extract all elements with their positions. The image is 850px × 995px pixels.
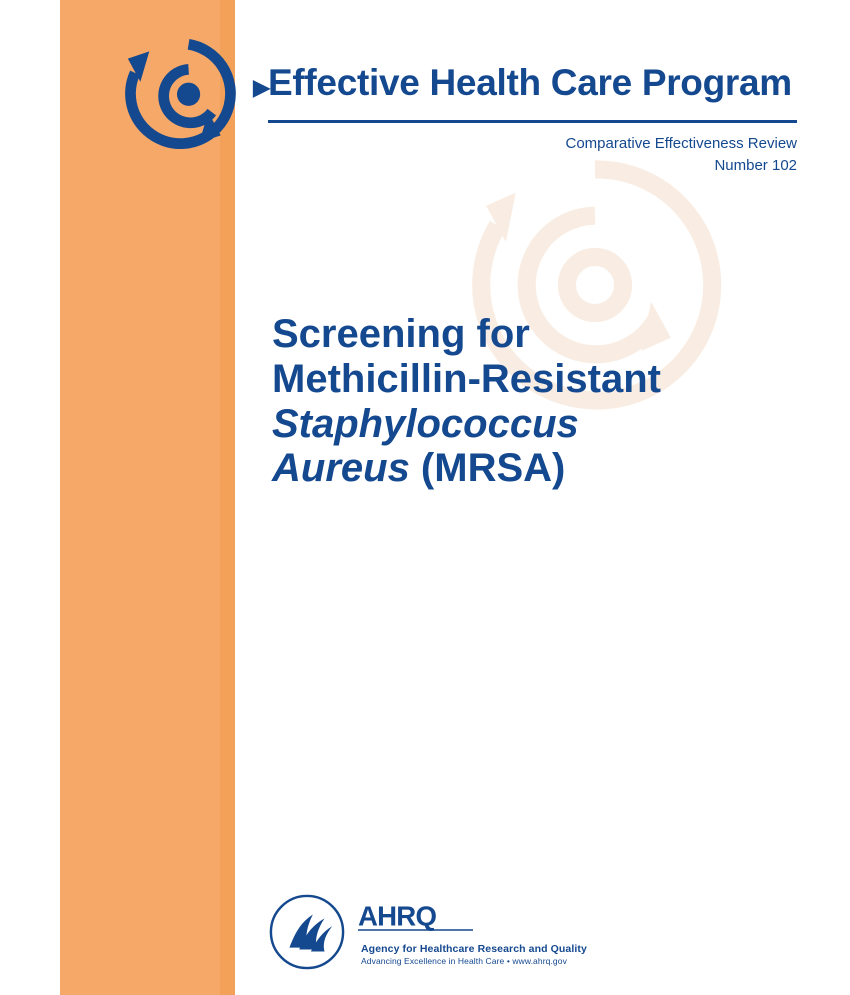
report-title — [272, 312, 792, 491]
program-title: Effective Health Care Program — [268, 62, 792, 103]
swirl-arrows-logo — [95, 30, 275, 155]
title-divider — [268, 120, 797, 123]
series-line-1: Comparative Effectiveness Review — [565, 135, 797, 152]
agency-logo-block — [268, 893, 688, 973]
report-title-line-4-italic: Aureus — [272, 446, 410, 491]
series-line-2: Number 102 — [714, 156, 797, 174]
series-info — [297, 133, 797, 177]
report-title-line-2: Methicillin-Resistant — [272, 356, 661, 401]
agency-tagline-1: Agency for Healthcare Research and Quality — [361, 943, 587, 955]
report-title-line-3: Staphylococcus — [272, 401, 579, 446]
agency-tagline-2: Advancing Excellence in Health Care • www.ahrq.gov — [361, 956, 567, 966]
svg-text:AHRQ: AHRQ — [358, 900, 437, 932]
report-title-line-4 — [272, 446, 792, 491]
report-title-line-1: Screening for — [272, 312, 530, 356]
hhs-eagle-seal-icon — [268, 893, 346, 971]
report-title-line-4-rest: (MRSA) — [409, 446, 566, 491]
